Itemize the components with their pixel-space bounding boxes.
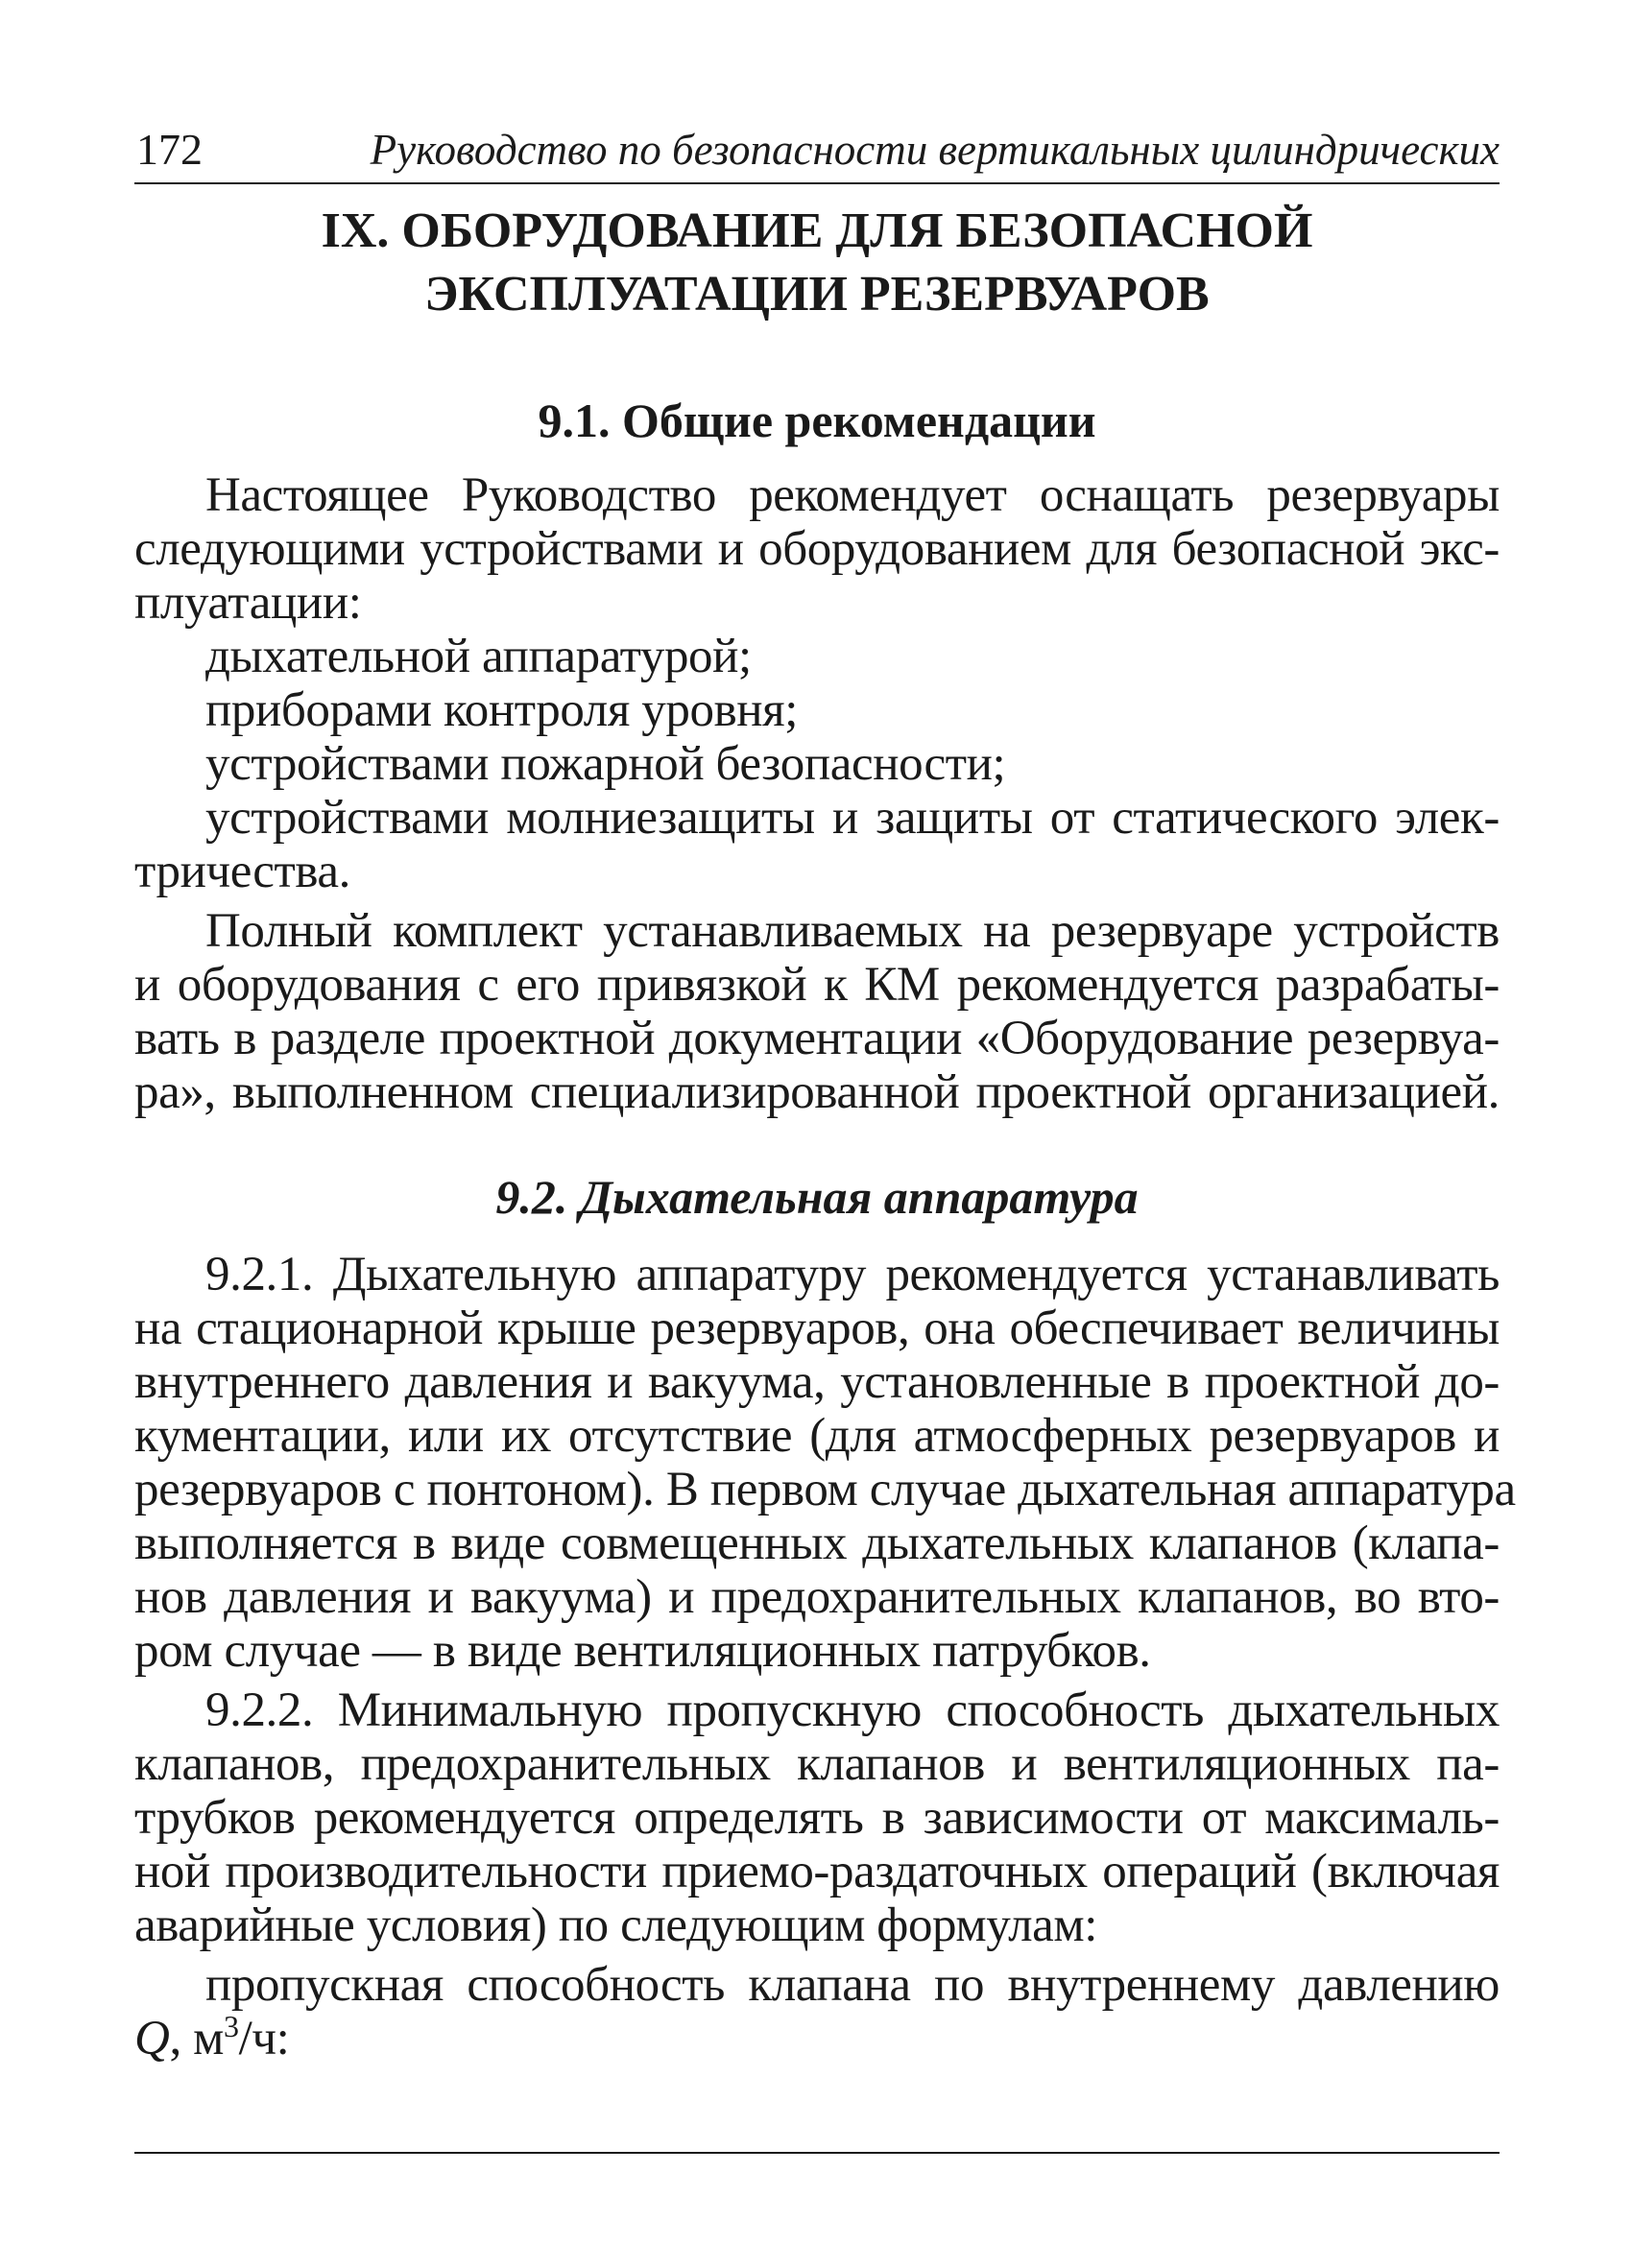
bottom-rule xyxy=(134,2152,1500,2154)
unit-tail: /ч: xyxy=(238,2012,290,2065)
paragraph-line: Настоящее Руководство рекомендует оснащать резервуары xyxy=(205,468,1500,522)
section-heading-9-2 xyxy=(134,1168,1500,1226)
list-item: устройствами молниезащиты и защиты от статического элек- xyxy=(205,791,1500,845)
list-item: устройствами пожарной безопасности; xyxy=(205,737,1006,791)
paragraph-line: выполняется в виде совмещенных дыхательных клапанов (клапа- xyxy=(134,1516,1500,1570)
paragraph-line: и оборудования с его привязкой к КМ рекомендуется разрабаты- xyxy=(134,958,1500,1012)
paragraph-line: резервуаров с понтоном). В первом случае дыхательная аппаратура xyxy=(134,1463,1516,1516)
list-item: дыхательной аппаратурой; xyxy=(205,630,752,683)
paragraph-line: ной производительности приемо-раздаточных операций (включая xyxy=(134,1845,1500,1898)
paragraph-line: 9.2.2. Минимальную пропускную способность дыхательных xyxy=(205,1683,1500,1737)
flow-rate-symbol: Q xyxy=(134,2012,170,2065)
chapter-title xyxy=(134,200,1500,326)
paragraph-line: плуатации: xyxy=(134,576,362,630)
paragraph-line: вать в разделе проектной документации «Оборудование резервуа- xyxy=(134,1012,1500,1065)
document-page xyxy=(134,0,1516,2268)
page-number: 172 xyxy=(136,125,203,174)
section-heading-9-1: 9.1. Общие рекомендации xyxy=(538,394,1096,447)
paragraph-line: внутреннего давления и вакуума, установленные в проектной до- xyxy=(134,1355,1500,1409)
section-9-1-body xyxy=(134,468,1500,1119)
paragraph-line: нов давления и вакуума) и предохранительных клапанов, во вто- xyxy=(134,1570,1500,1624)
paragraph-line: аварийные условия) по следующим формулам: xyxy=(134,1898,1098,1952)
paragraph-line: пропускная способность клапана по внутреннему давлению xyxy=(205,1958,1500,2012)
paragraph-line: ром случае — в виде вентиляционных патрубков. xyxy=(134,1624,1151,1678)
paragraph-line: 9.2.1. Дыхательную аппаратуру рекомендуется устанавливать xyxy=(205,1248,1500,1301)
paragraph-line: ра», выполненном специализированной проектной организацией. xyxy=(134,1065,1500,1119)
running-title: Руководство по безопасности вертикальных цилиндрических xyxy=(370,126,1500,174)
formula-label-line xyxy=(134,2009,1500,2065)
paragraph-line: Полный комплект устанавливаемых на резервуаре устройств xyxy=(205,904,1500,958)
chapter-title-line: ЭКСПЛУАТАЦИИ РЕЗЕРВУАРОВ xyxy=(424,267,1210,322)
list-item: приборами контроля уровня; xyxy=(205,683,798,737)
unit-superscript: 3 xyxy=(224,2009,239,2043)
paragraph-line: на стационарной крыше резервуаров, она обеспечивает величины xyxy=(134,1301,1500,1355)
chapter-title-line: IX. ОБОРУДОВАНИЕ ДЛЯ БЕЗОПАСНОЙ xyxy=(321,203,1313,258)
section-heading-text: 9.2. Дыхательная аппаратура xyxy=(495,1170,1139,1224)
list-item-continuation: тричества. xyxy=(134,845,350,898)
paragraph-line: следующими устройствами и оборудованием для безопасной экс- xyxy=(134,522,1500,576)
paragraph-line: клапанов, предохранительных клапанов и вентиляционных па- xyxy=(134,1737,1500,1791)
running-header xyxy=(134,113,1500,184)
paragraph-line: трубков рекомендуется определять в зависимости от максималь- xyxy=(134,1791,1500,1845)
unit-prefix: , м xyxy=(169,2012,225,2065)
section-9-2-body xyxy=(134,1248,1516,2065)
paragraph-line: кументации, или их отсутствие (для атмосферных резервуаров и xyxy=(134,1409,1500,1463)
